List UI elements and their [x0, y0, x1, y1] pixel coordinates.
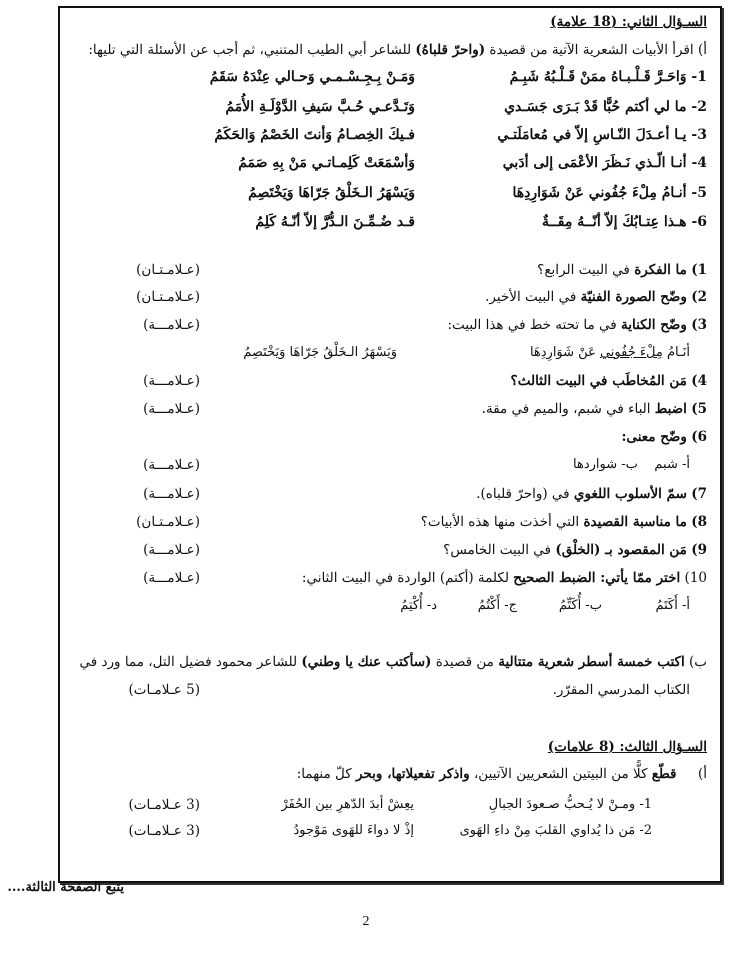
text-segment: مِلْءَ جُفُوني [599, 345, 663, 360]
question-3-title: السـؤال الثالث: (8 علامات) [547, 739, 707, 755]
text-segment: 9) [691, 542, 707, 558]
text-segment: 7) [691, 486, 707, 502]
verse-2-h1: 2- ما لي أكتم حُبًّا قَدْ بَـرَى جَسَـدي [504, 99, 707, 115]
question-7 [476, 485, 707, 503]
q3-verse-2-mark: (3 عـلامـات) [128, 823, 200, 839]
text-segment: الباء في شبم، والميم في مقة. [481, 401, 655, 417]
question-3-verse-h2: وَيَسْهَرُ الـخَلْقُ جَرّاهَا وَيَخْتَصِمُ [243, 345, 397, 360]
text-segment: 6) [691, 429, 707, 445]
text-segment: سمّ الأسلوب اللغوي [573, 486, 687, 502]
question-2 [485, 288, 707, 306]
text-segment: ب) [684, 654, 707, 670]
text-segment: أنَـامُ [662, 345, 690, 360]
verse-1-h2: وَمَـنْ بِـجِـسْـمـي وَحـالي عِنْدَهُ سَقَمُ [209, 69, 415, 85]
q3-verse-2-h2: إذْ لا دواءَ للهَوى مَوْجودُ [293, 823, 414, 838]
part-b-prompt [79, 653, 707, 671]
text-segment: (سأكتب عنك يا وطني) [301, 654, 432, 670]
text-segment: 1) [691, 262, 707, 278]
verse-4-h1: 4- أنـا الّـذي نَـظَرَ الأعْمَى إلى أدَبي [502, 155, 707, 171]
verse-2-h2: وَتَـدَّعـي حُـبَّ سَيفِ الدَّوْلَـةِ الأُمَمُ [225, 99, 415, 115]
text-segment: للشاعر محمود فضيل التل، مما ورد في [79, 654, 302, 670]
text-segment: كلّ منهما: [296, 766, 356, 782]
verse-3-h1: 3- يـا أعـدَلَ النّـاسِ إلاّ في مُعامَلَتـي [497, 127, 707, 143]
text-segment: مَن المقصود بـ (الخلْق) [555, 542, 687, 558]
continue-note: يتبع الصفحة الثالثة.... [7, 880, 124, 895]
question-10-option-c: ج- أَكْتُمُ [477, 598, 517, 613]
question-6 [621, 428, 707, 446]
question-2-intro [88, 41, 707, 59]
text-segment: 5) [691, 401, 707, 417]
question-1-mark: (عـلامـتـان) [136, 262, 200, 278]
question-6-mark: (عـلامـــة) [143, 457, 200, 473]
text-segment: 8) [691, 514, 707, 530]
text-segment: 4) [691, 373, 707, 389]
question-10-option-b: ب- أُكَتِّمُ [558, 598, 602, 613]
text-segment: اكتب خمسة أسطر شعرية متتالية [498, 654, 685, 670]
question-2-title: السـؤال الثاني: (18 علامة) [550, 14, 707, 30]
text-segment: في ما تحته خط في هذا البيت: [447, 317, 621, 333]
question-3 [447, 316, 707, 334]
text-segment: من قصيدة [431, 654, 499, 670]
question-3-verse-h1 [530, 344, 690, 362]
q3-verse-1-mark: (3 عـلامـات) [128, 797, 200, 813]
text-segment: كلًّا من البيتين الشعريين الآتيين، [469, 766, 652, 782]
verse-5-h1: 5- أنـامُ مِلْءَ جُفُوني عَنْ شَوَارِدِهَا [512, 185, 707, 201]
text-segment: وضّح الصورة الفنيّة [580, 289, 687, 305]
q3-verse-1-h1: 1- ومـنْ لا يُـحبُّ صـعودَ الجبالِ [488, 797, 652, 812]
verse-1-h1: 1- وَاحَـرَّ قَـلْـبـاهُ ممَنْ قَـلْـبُهُ شَبِـمُ [509, 69, 707, 85]
question-2-mark: (عـلامـتـان) [136, 289, 200, 305]
text-segment: قطّع [651, 766, 677, 782]
text-segment: التي أخذت منها هذه الأبيات؟ [420, 514, 584, 530]
text-segment: لكلمة (أكتم) الواردة في البيت الثاني: [301, 570, 514, 586]
question-8 [421, 513, 707, 531]
question-9-mark: (عـلامـــة) [143, 542, 200, 558]
verse-3-h2: فـيكَ الخِصـامُ وَأنتَ الخَصْمُ وَالحَكَمُ [214, 127, 415, 143]
question-10-option-d: د- أُكْتِمُ [400, 598, 437, 613]
text-segment: 3) [691, 317, 707, 333]
question-6-items: أ- شبم ب- شواردها [573, 457, 690, 472]
text-segment: اضبط [654, 401, 687, 417]
text-segment: في البيت الخامس؟ [443, 542, 556, 558]
part-b-mark: (5 عـلامـات) [128, 682, 200, 698]
question-5 [482, 400, 707, 418]
q3-verse-2-h1: 2- مَن ذا يُداوي القلبَ مِنْ داءِ الهَوى [459, 823, 652, 838]
text-segment: عَنْ شَوَارِدِهَا [529, 345, 600, 360]
text-segment: أ) [676, 766, 707, 782]
text-segment: واذكر تفعيلاتها، وبحر [355, 766, 470, 782]
text-segment: 2) [691, 289, 707, 305]
text-segment: وضّح معنى: [621, 429, 687, 445]
text-segment: ما الفكرة [634, 262, 687, 278]
question-5-mark: (عـلامـــة) [143, 401, 200, 417]
q3-verse-1-h2: يعِشْ أبدَ الدّهرِ بين الحُفَرْ [281, 797, 414, 812]
question-10-mark: (عـلامـــة) [143, 570, 200, 586]
text-segment: ما مناسبة القصيدة [583, 514, 687, 530]
question-3-prompt [297, 765, 707, 783]
verse-6-h2: قـد ضُـمِّـنَ الـدُّرَّ إلاّ أنّـهُ كَلِمُ [255, 214, 415, 230]
text-segment: اختر ممّا يأتي: الضبط الصحيح [513, 570, 681, 586]
question-4 [511, 372, 707, 390]
question-10-option-a: أ- أَكَتَمُ [655, 598, 690, 613]
text-segment: في (واحرّ قلباه). [476, 486, 574, 502]
question-1 [537, 261, 707, 279]
text-segment: 10) [684, 570, 707, 586]
question-8-mark: (عـلامـتـان) [136, 514, 200, 530]
text-segment: مَن المُخاطَب في البيت الثالث؟ [510, 373, 687, 389]
page-number: 2 [362, 914, 370, 929]
question-4-mark: (عـلامـــة) [143, 373, 200, 389]
text-segment: في البيت الرابع؟ [537, 262, 635, 278]
verse-6-h1: 6- هـذا عِتـابُكَ إلاّ أنّــهُ مِقَــةٌ [542, 214, 707, 230]
verse-4-h2: وَأسْمَعَتْ كَلِمـاتـي مَنْ بِهِ صَمَمُ [238, 155, 415, 171]
intro-text: للشاعر أبي الطيب المتنبي، ثم أجب عن الأسئلة التي تليها: [88, 42, 416, 58]
text-segment: وضّح الكناية [621, 317, 687, 333]
intro-text: أ) اقرأ الأبيات الشعرية الآتية من قصيدة [485, 42, 707, 58]
question-3-mark: (عـلامـــة) [143, 317, 200, 333]
text-segment: في البيت الأخير. [485, 289, 581, 305]
question-9 [443, 541, 707, 559]
question-10 [302, 569, 707, 587]
question-7-mark: (عـلامـــة) [143, 486, 200, 502]
verse-5-h2: وَيَسْهَرُ الـخَلْقُ جَرّاهَا وَيَخْتَصِمُ [248, 185, 415, 201]
poem-title: (واحرّ قلباهُ) [415, 42, 486, 58]
part-b-prompt-cont: الكتاب المدرسي المقرّر. [552, 682, 690, 698]
